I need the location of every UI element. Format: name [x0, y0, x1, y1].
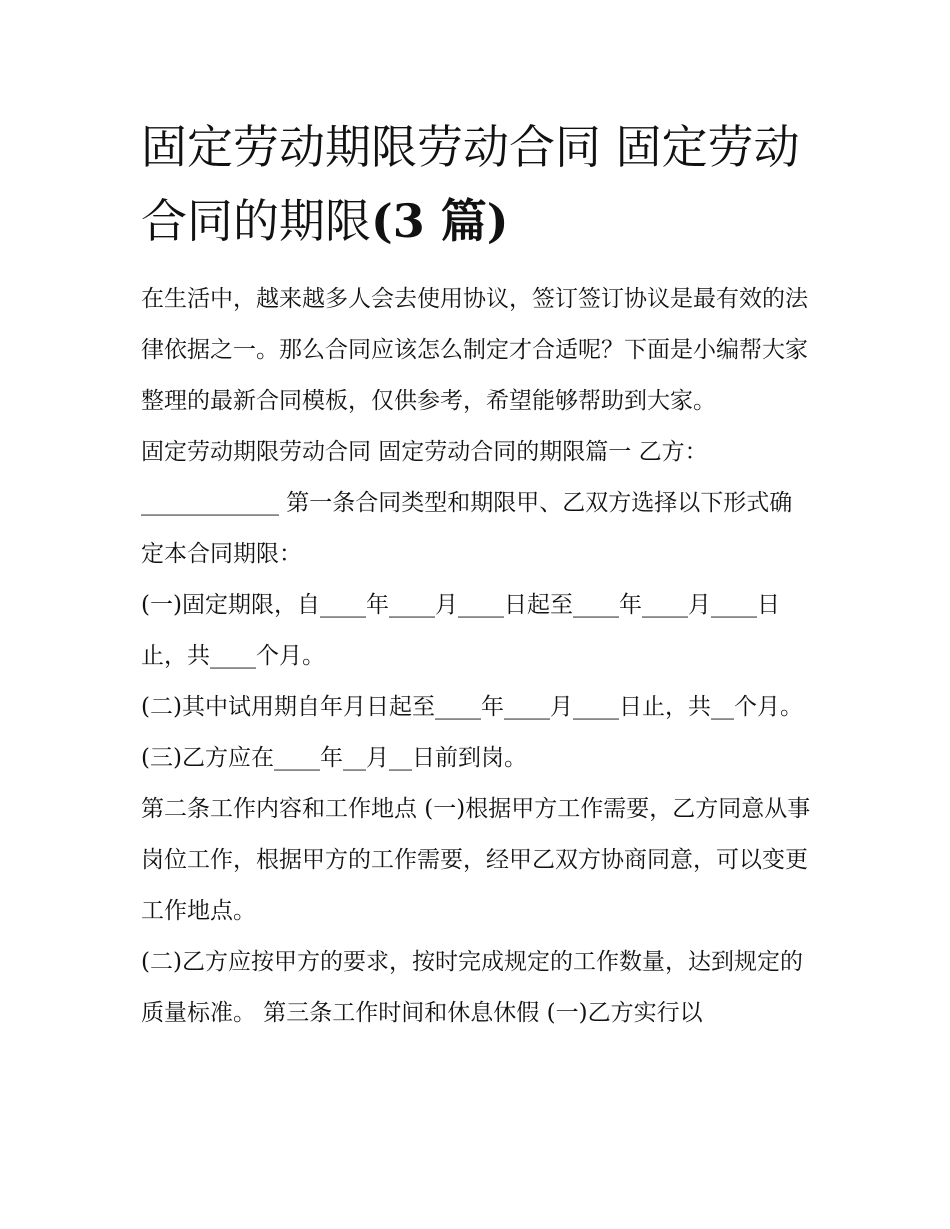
probation-paragraph: (二)其中试用期自年月日起至____年____月____日止，共__个月。 (三)乙方应在____年__月__日前到岗。: [141, 694, 803, 771]
intro-paragraph: 在生活中，越来越多人会去使用协议，签订签订协议是最有效的法律依据之一。那么合同应该怎么制定才合适呢？下面是小编帮大家整理的最新合同模板，仅供参考，希望能够帮助到大家。: [141, 286, 808, 414]
contract-heading-paragraph: 固定劳动期限劳动合同 固定劳动合同的期限篇一 乙方：____________ 第一条合同类型和期限甲、乙双方选择以下形式确定本合同期限：: [141, 439, 793, 567]
fixed-term-paragraph: (一)固定期限，自____年____月____日起至____年____月____日止，共____个月。: [141, 592, 780, 669]
work-content-paragraph: 第二条工作内容和工作地点 (一)根据甲方工作需要，乙方同意从事岗位工作，根据甲方的工作需要，经甲乙双方协商同意，可以变更工作地点。: [141, 796, 811, 924]
document-title: [141, 110, 811, 258]
title-tail: (3 篇): [371, 194, 509, 248]
work-quality-paragraph: (二)乙方应按甲方的要求，按时完成规定的工作数量，达到规定的质量标准。 第三条工作时间和休息休假 (一)乙方实行以: [141, 949, 803, 1026]
document-body: [141, 274, 811, 1039]
document-page: [141, 110, 811, 1039]
title-main: 固定劳动期限劳动合同 固定劳动合同的期限: [141, 120, 800, 248]
